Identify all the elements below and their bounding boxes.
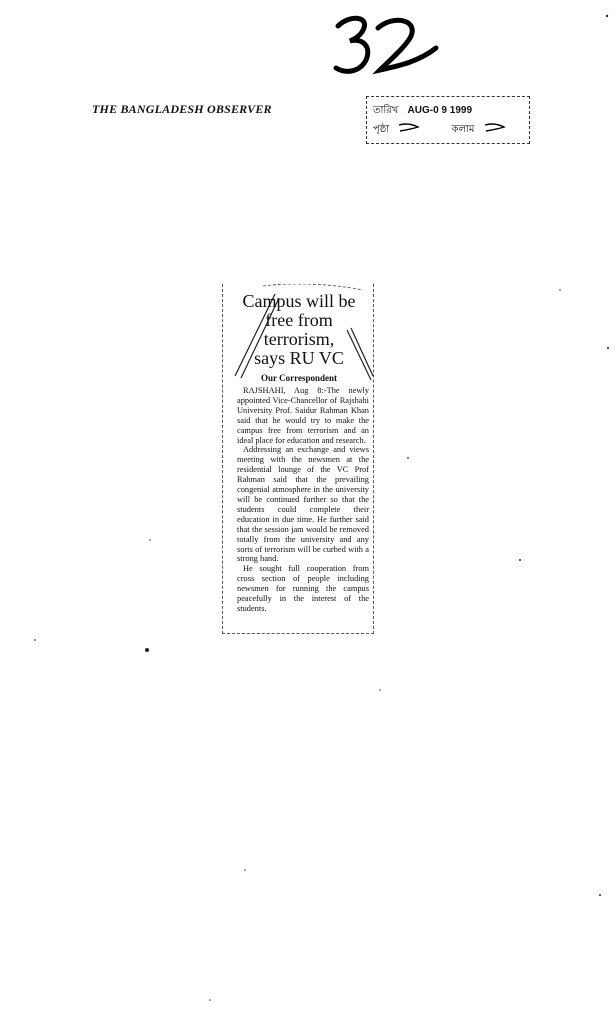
archive-stamp xyxy=(366,96,530,144)
stamp-page-row xyxy=(373,122,506,139)
handwritten-page-number xyxy=(332,8,452,88)
page-mark-icon xyxy=(398,122,420,135)
stamp-page-label: পৃষ্ঠা xyxy=(373,124,390,135)
newspaper-masthead: THE BANGLADESH OBSERVER xyxy=(92,102,272,116)
stamp-date-row xyxy=(373,103,472,120)
stamp-column-label: কলাম xyxy=(451,124,475,135)
headline-line: says RU VC xyxy=(254,348,344,368)
article-body xyxy=(237,386,369,614)
headline-line: Campus will be xyxy=(242,291,356,311)
article-paragraph: Addressing an exchange and views meeting with the newsmen at the residential lounge of the VC Prof Rahman said that the prevailing congenial atmosphere in the university will be continued further so that the students could complete their education in due time. He further said that the session jam would be removed totally from the university and any sorts of terrorism will be curbed with a strong hand. xyxy=(237,445,369,564)
stamp-date-label: তারিখ xyxy=(373,105,399,116)
article-paragraph: He sought full cooperation from cross section of people including newsmen for running the campus peacefully in the interest of the students. xyxy=(237,564,369,613)
headline-line: free from xyxy=(265,310,333,330)
column-mark-icon xyxy=(484,122,506,135)
newspaper-clipping xyxy=(222,284,374,634)
article-headline xyxy=(229,292,369,368)
article-byline: Our Correspondent xyxy=(261,373,337,383)
stamp-date-value: AUG-0 9 1999 xyxy=(407,105,473,116)
article-paragraph: RAJSHAHI, Aug 8:-The newly appointed Vice-Chancellor of Rajshahi University Prof. Saidur Rahman Khan said that he would try to make the campus free from terrorism and an ideal place for education and research. xyxy=(237,386,369,445)
headline-line: terrorism, xyxy=(263,329,335,349)
